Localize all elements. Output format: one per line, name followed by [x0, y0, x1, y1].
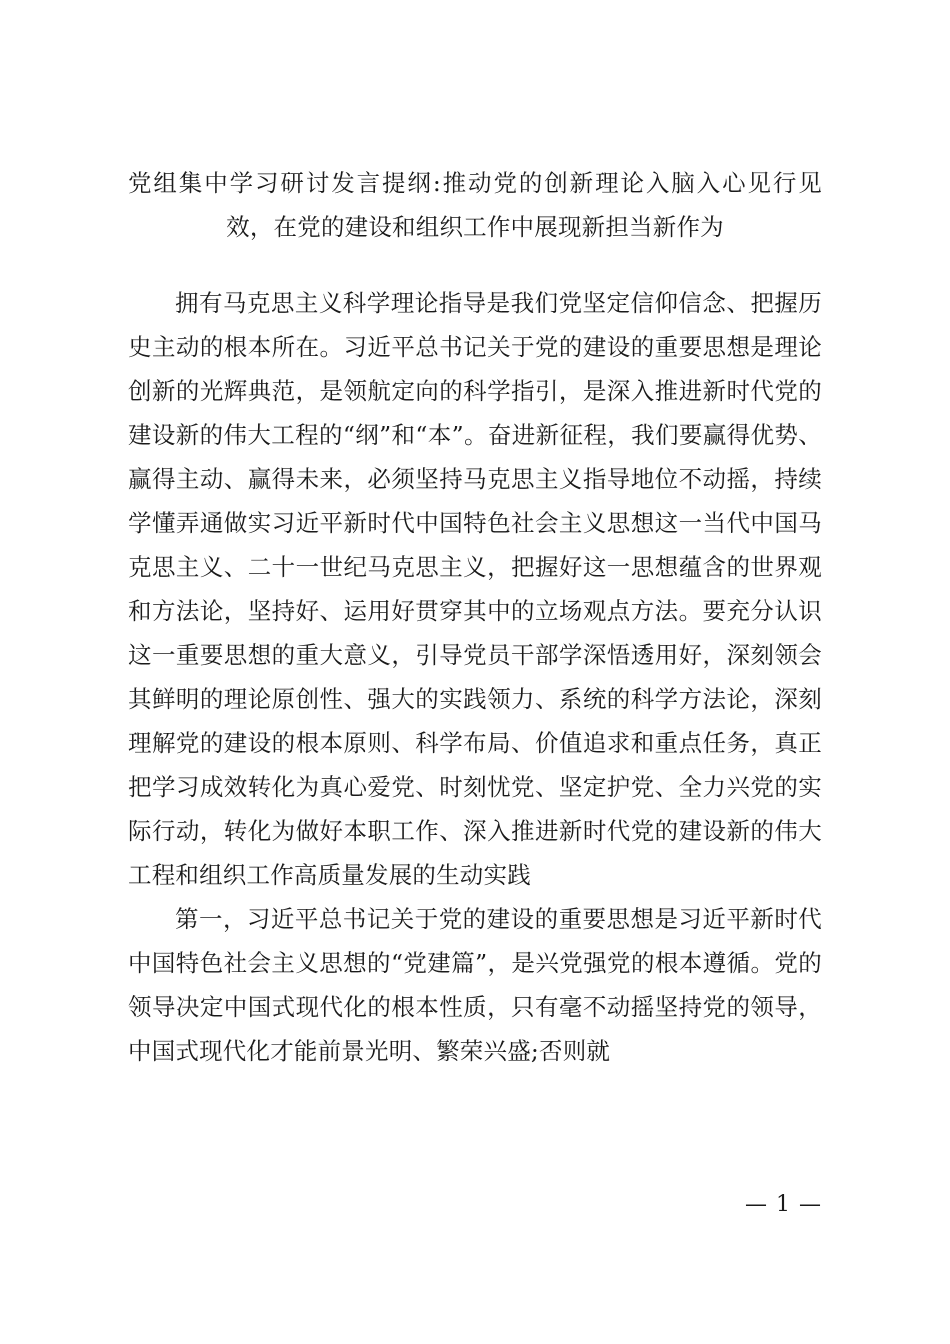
body-paragraph-2: 第一，习近平总书记关于党的建设的重要思想是习近平新时代中国特色社会主义思想的“党建篇”，是兴党强党的根本遵循。党的领导决定中国式现代化的根本性质，只有毫不动摇坚持党的领导，中国式现代化才能前景光明、繁荣兴盛;否则就: [128, 905, 822, 1065]
page-number: — 1 —: [745, 1192, 822, 1217]
body-paragraph-1: 拥有马克思主义科学理论指导是我们党坚定信仰信念、把握历史主动的根本所在。习近平总书记关于党的建设的重要思想是理论创新的光辉典范，是领航定向的科学指引，是深入推进新时代党的建设新的伟大工程的“纲”和“本”。奋进新征程，我们要赢得优势、赢得主动、赢得未来，必须坚持马克思主义指导地位不动摇，持续学懂弄通做实习近平新时代中国特色社会主义思想这一当代中国马克思主义、二十一世纪马克思主义，把握好这一思想蕴含的世界观和方法论，坚持好、运用好贯穿其中的立场观点方法。要充分认识这一重要思想的重大意义，引导党员干部学深悟透用好，深刻领会其鲜明的理论原创性、强大的实践领力、系统的科学方法论，深刻理解党的建设的根本原则、科学布局、价值追求和重点任务，真正把学习成效转化为真心爱党、时刻忧党、坚定护党、全力兴党的实际行动，转化为做好本职工作、深入推进新时代党的建设新的伟大工程和组织工作高质量发展的生动实践: [128, 289, 822, 889]
document-body: [128, 281, 822, 1073]
document-title: 党组集中学习研讨发言提纲:推动党的创新理论入脑入心见行见效，在党的建设和组织工作中展现新担当新作为: [128, 169, 822, 241]
